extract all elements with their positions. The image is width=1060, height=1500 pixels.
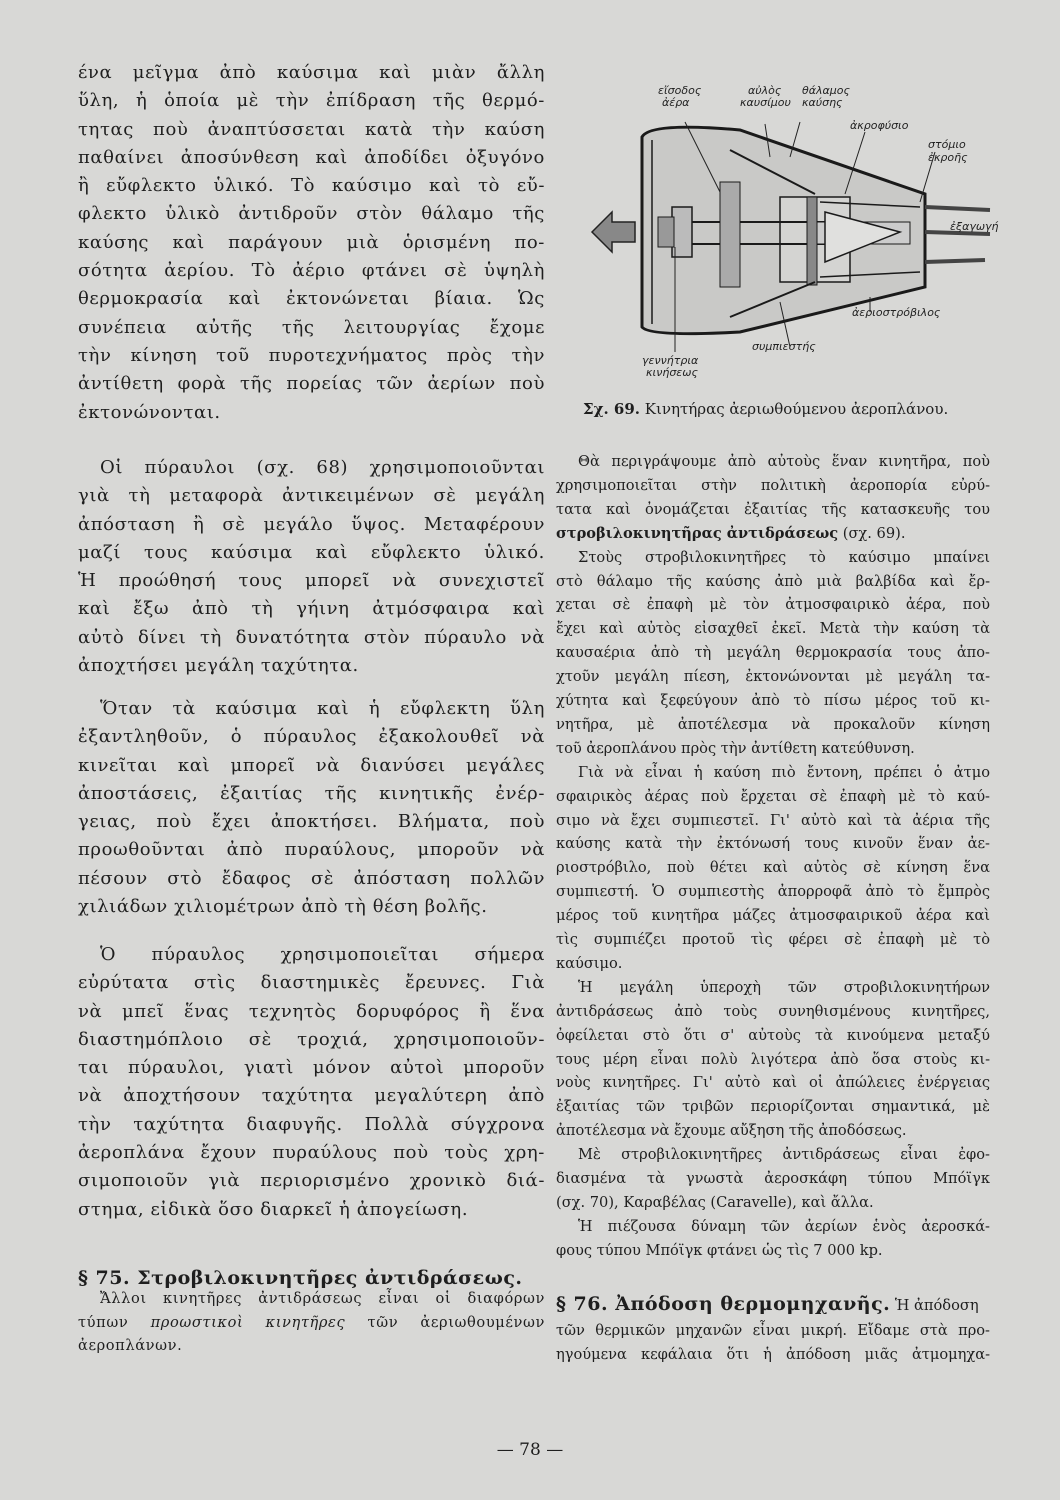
text-line: χύτητα καὶ ξεφεύγουν ἀπὸ τὸ πίσω μέρος τοῦ κι- [556,692,990,710]
text-segment: τατα καὶ ὀνομάζεται ἐξαιτίας τῆς κατασκευῆς του [556,500,990,518]
text-line [556,498,990,522]
text-line: θερμοκρασία καὶ ἐκτονώνεται βίαια. Ὡς [78,288,545,310]
text-line: πέσουν στὸ ἔδαφος σὲ ἀπόσταση πολλῶν [78,867,545,889]
text-line: τητας ποὺ ἀναπτύσσεται κατὰ τὴν καύση [78,118,545,140]
text-line: εὐρύτατα στὶς διαστημικὲς ἔρευνες. Γιὰ [78,972,545,994]
page-number: — 78 — [496,1440,564,1460]
text-line: τὴν ταχύτητα διαφυγῆς. Πολλὰ σύγχρονα [78,1113,545,1135]
text-line: γιὰ τὴ μεταφορὰ ἀντικειμένων σὲ μεγάλη [78,485,545,507]
text-line: ἀποτέλεσμα νὰ ἔχουμε αὔξηση τῆς ἀποδόσεως. [556,1122,907,1140]
text-line: ἐξαιτίας τῶν τριβῶν περιορίζονται σημαντικά, μὲ [556,1098,990,1116]
text-line: νὰ μπεῖ ἕνας τεχνητὸς δορυφόρος ἢ ἕνα [78,1000,545,1022]
text-line: σφαιρικὸς ἀέρας ποὺ ἔρχεται σὲ ἐπαφὴ μὲ τὸ καύ- [556,787,990,805]
text-line [78,1311,545,1335]
section-heading-76-line [556,1293,990,1318]
text-line: Ἡ πιέζουσα δύναμη τῶν ἀερίων ἑνὸς ἀεροσκά- [578,1217,990,1235]
text-segment: τῶν ἀεριωθουμένων [345,1313,545,1331]
text-line: τὶς συμπιέζει προτοῦ τὶς φέρει σὲ ἐπαφὴ μὲ τὸ [556,931,990,949]
text-line: σιμοποιοῦν γιὰ περιορισμένο χρονικὸ διά- [78,1170,545,1192]
italic-term: προωστικοὶ κινητῆρες [150,1313,346,1331]
text-segment: τύπων [78,1313,151,1331]
text-line: αὐτὸ δίνει τὴ δυνατότητα στὸν πύραυλο νὰ [78,626,545,648]
label-fuel-pipe: αὐλὸς καυσίμου [740,84,791,109]
text-line: διαστημόπλοιο σὲ τροχιά, χρησιμοποιοῦν- [78,1028,545,1050]
text-line: νητῆρα, μὲ ἀποτέλεσμα νὰ προκαλοῦν κίνηση [556,715,990,733]
text-line: ἢ εὔφλεκτο ὑλικό. Τὸ καύσιμο καὶ τὸ εὔ- [78,175,545,197]
text-line: ἔχει καὶ αὐτὸς εἰσαχθεῖ ἐκεῖ. Μετὰ τὴν καύση τὰ [556,620,990,638]
text-line: καυσαέρια ἀπὸ τὴ μεγάλη θερμοκρασία τους ἀπο- [556,644,990,662]
text-line: ἀντιδράσεως ἀπὸ τοὺς συνηθισμένους κινητῆρες, [556,1002,990,1020]
text-segment: ἀεροπλάνων. [78,1337,183,1354]
text-line: Ἡ μεγάλη ὑπεροχὴ τῶν στροβιλοκινητήρων [578,978,990,996]
text-line [78,1334,545,1358]
label-exhaust-opening: στόμιο ἐκροῆς [928,138,968,164]
text-line: χεται σὲ ἐπαφὴ μὲ τὸν ἀτμοσφαιρικὸ ἀέρα, ποὺ [556,596,990,614]
text-line: ἀποστάσεις, ἐξαιτίας τῆς κινητικῆς ἐνέρ- [78,782,545,804]
text-line [78,1287,545,1311]
text-line: Οἱ πύραυλοι (σχ. 68) χρησιμοποιοῦνται [100,457,545,478]
section-heading-75: § 75. Στροβιλοκινητῆρες ἀντιδράσεως. [78,1267,523,1289]
text-line: διασμένα τὰ γνωστὰ ἀεροσκάφη τύπου Μπόϊγκ [556,1169,990,1187]
label-air-inlet: εἴσοδος ἀέρα [658,84,702,109]
text-line: Στοὺς στροβιλοκινητῆρες τὸ καύσιμο μπαίνει [578,548,990,566]
text-line: ἀντίθετη φορὰ τῆς πορείας τῶν ἀερίων ποὺ [78,373,545,395]
paragraph [556,976,990,1143]
text-line [556,474,990,498]
text-segment: Θὰ περιγράψουμε ἀπὸ αὐτοὺς ἕναν κινητῆρα, ποὺ [578,453,990,470]
text-line: φους τύπου Μπόϊγκ φτάνει ὡς τὶς 7 000 kp. [556,1241,883,1259]
section-heading-76: § 76. Ἀπόδοση θερμομηχανῆς. [556,1293,891,1315]
text-line: Ὁ πύραυλος χρησιμοποιεῖται σήμερα [100,944,545,965]
label-nozzle: ἀκροφύσιο [850,119,909,132]
figure-number: Σχ. 69. [583,400,641,418]
text-line: προωθοῦνται ἀπὸ πυραύλους, μποροῦν νὰ [78,839,545,861]
figure-caption [583,400,948,418]
text-line: ἀεροπλάνα ἔχουν πυραύλους ποὺ τοὺς χρη- [78,1142,545,1164]
text-line: καύσιμο. [556,954,623,972]
text-line: χτοῦν μεγάλη πίεση, ἐκτονώνονται μὲ μεγάλη τα- [556,668,990,686]
text-segment: Ἄλλοι κινητῆρες ἀντιδράσεως εἶναι οἱ διαφόρων [100,1290,545,1307]
paragraph [78,941,545,1224]
text-line: ὀφείλεται στὸ ὅτι σ' αὐτοὺς τὰ κινούμενα μεταξύ [556,1026,990,1044]
text-line: νὰ ἀποχτήσουν ταχύτητα μεγαλύτερη ἀπὸ [78,1085,545,1107]
label-combustion-chamber: θάλαμος καύσης [802,84,850,109]
text-line [556,450,990,474]
label-compressor: συμπιεστής [752,340,816,353]
text-line: χιλιάδων χιλιομέτρων ἀπὸ τὴ θέση βολῆς. [78,896,488,918]
paragraph [556,1143,990,1215]
text-line: (σχ. 70), Καραβέλας (Caravelle), καὶ ἄλλα. [556,1193,874,1211]
label-generator: γεννήτρια κινήσεως [642,354,699,379]
text-line: ἐκτονώνονται. [78,401,221,423]
text-line: κινεῖται καὶ μπορεῖ νὰ διανύσει μεγάλες [78,754,545,776]
text-line: καύσης καὶ παράγουν μιὰ ὁρισμένη πο- [78,231,545,253]
text-line: ένα μεῖγμα ἀπὸ καύσιμα καὶ μιὰν ἄλλη [78,62,545,83]
text-line: σότητα ἀερίου. Τὸ ἀέριο φτάνει σὲ ὑψηλὴ [78,260,545,282]
text-segment: χρησιμοποιεῖται στὴν πολιτικὴ ἀεροπορία εὐρύ- [556,476,990,494]
text-line: γειας, ποὺ ἔχει ἀποκτήσει. Βλήματα, ποὺ [78,811,545,833]
text-line: τους μέρη εἶναι πολὺ λιγότερα ἀπὸ ὅσα στοὺς κι- [556,1050,990,1068]
text-line: στὸ θάλαμο τῆς καύσης ἀπὸ μιὰ βαλβίδα καὶ ἔρ- [556,572,990,590]
paragraph [78,59,545,427]
text-line: ἀποχτήσει μεγάλη ταχύτητα. [78,655,359,677]
text-line: καὶ ἔξω ἀπὸ τὴ γήινη ἀτμόσφαιρα καὶ [78,598,545,620]
text-line: ἐξαντληθοῦν, ὁ πύραυλος ἐξακολουθεῖ νὰ [78,726,545,748]
text-line: ηγούμενα κεφάλαια ὅτι ἡ ἀπόδοση μιᾶς ἀτμομηχα- [556,1345,990,1363]
text-line: καύσης κατὰ τὴν ἐκτόνωσή τους κινοῦν ἕναν ἀε- [556,835,990,853]
label-exhaust: ἐξαγωγή [950,220,999,233]
paragraph [78,1287,545,1358]
paragraph [78,695,545,921]
text-line: φλεκτο ὑλικὸ ἀντιδροῦν στὸν θάλαμο τῆς [78,203,545,225]
text-line [556,522,990,546]
text-line: μαζί τους καύσιμα καὶ εὔφλεκτο ὑλικό. [78,541,545,563]
text-line: Γιὰ νὰ εἶναι ἡ καύση πιὸ ἔντονη, πρέπει ὁ ἀτμο [578,763,990,781]
text-segment: (σχ. 69). [838,524,906,542]
text-line: τὴν κίνηση τοῦ πυροτεχνήματος πρὸς τὴν [78,344,545,366]
text-line: τοῦ ἀεροπλάνου πρὸς τὴν ἀντίθετη κατεύθυνση. [556,739,915,757]
text-line: σιμο νὰ ἔχει συμπιεστεῖ. Γι' αὐτὸ καὶ τὰ ἀέρια τῆς [556,811,990,829]
text-line: συνέπεια αὐτῆς τῆς λειτουργίας ἔχομε [78,316,545,338]
paragraph [556,450,990,546]
label-gas-turbine: ἀεριοστρόβιλος [852,306,941,319]
text-line: Ἡ προώθησή τους μπορεῖ νὰ συνεχιστεῖ [78,570,545,592]
text-line: Μὲ στροβιλοκινητῆρες ἀντιδράσεως εἶναι ἐφο- [578,1146,990,1163]
paragraph [556,546,990,761]
text-line: ἀπόσταση ἢ σὲ μεγάλο ὕψος. Μεταφέρουν [78,513,545,535]
paragraph-start: Ἡ ἀπόδοση [890,1297,979,1314]
bold-term: στροβιλοκινητῆρας ἀντιδράσεως [556,524,839,542]
text-line: μέρος τοῦ κινητῆρα μάζες ἀτμοσφαιρικοῦ ἀέρα καὶ [556,907,990,925]
paragraph [556,1319,990,1367]
jet-engine-diagram [580,82,1000,382]
text-line: ὕλη, ἡ ὁποία μὲ τὴν ἐπίδραση τῆς θερμό- [78,90,545,112]
text-line: Ὅταν τὰ καύσιμα καὶ ἡ εὔφλεκτη ὕλη [100,698,545,719]
text-line: στημα, εἰδικὰ ὅσο διαρκεῖ ἡ ἀπογείωση. [78,1198,469,1220]
text-line: παθαίνει ἀποσύνθεση καὶ ἀποδίδει ὀξυγόνο [78,146,545,168]
figure-caption-text: Κινητήρας ἀεριωθούμενου ἀεροπλάνου. [640,400,949,418]
text-line: ριοστρόβιλο, ποὺ θέτει καὶ αὐτὸς σὲ κίνηση ἕνα [556,859,990,877]
text-line: νοὺς κινητῆρες. Γι' αὐτὸ καὶ οἱ ἀπώλειες ἐνέργειας [556,1074,990,1092]
paragraph [556,1215,990,1263]
text-line: τῶν θερμικῶν μηχανῶν εἶναι μικρή. Εἴδαμε στὰ προ- [556,1322,990,1339]
paragraph [556,761,990,976]
paragraph [78,454,545,680]
text-line: ται πύραυλοι, γιατὶ μόνον αὐτοὶ μποροῦν [78,1057,545,1079]
text-line: συμπιεστή. Ὁ συμπιεστὴς ἀπορροφᾶ ἀπὸ τὸ ἔμπρὸς [556,883,990,901]
